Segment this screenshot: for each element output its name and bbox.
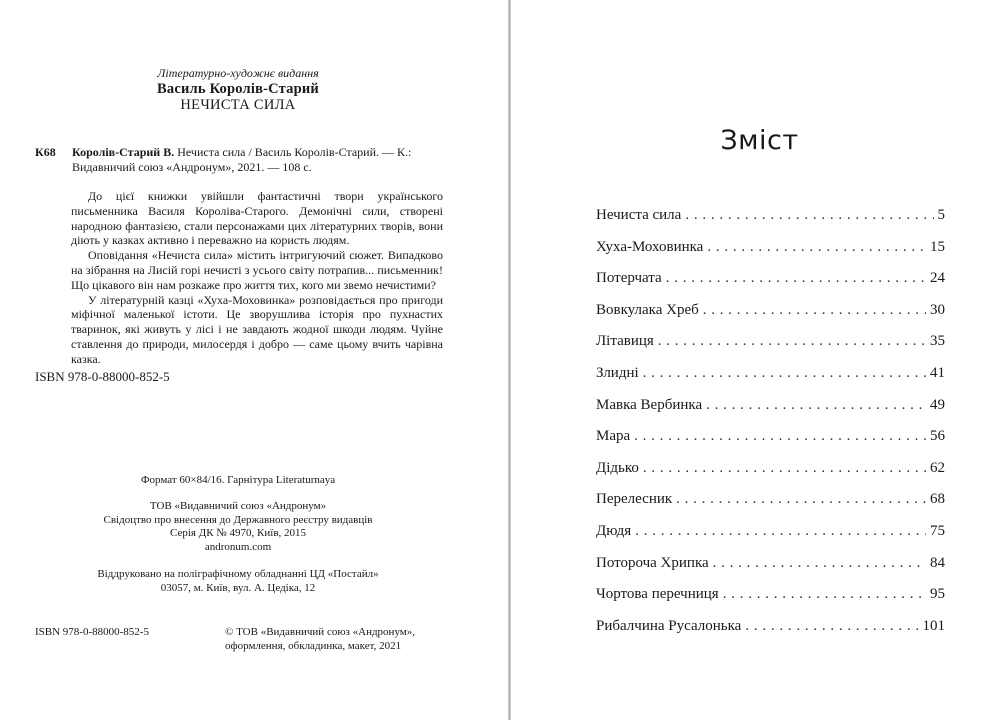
- toc-item-page: 56: [930, 428, 945, 445]
- toc-item-title: Літавиця: [596, 333, 654, 350]
- format-line: Формат 60×84/16. Гарнітура Literaturnaya: [140, 474, 336, 486]
- right-page: [511, 0, 1008, 720]
- toc-dot-leader: [643, 460, 926, 477]
- catalog-code: К68: [35, 145, 56, 159]
- toc-item-page: 35: [930, 333, 945, 350]
- toc-dot-leader: [634, 428, 926, 445]
- bibliographic-details: Нечиста сила / Василь Королів-Старий. — К.: Видавничий союз «Андронум», 2021. — 108 с.: [72, 145, 412, 174]
- author-name: Василь Королів-Старий: [157, 81, 319, 97]
- toc-item-title: Рибалчина Русалонька: [596, 617, 742, 634]
- genre-label: Літературно-художнє видання: [157, 66, 319, 80]
- toc-item[interactable]: [596, 586, 945, 618]
- toc-item-page: 49: [930, 396, 945, 413]
- toc-item-title: Дюдя: [596, 522, 632, 539]
- toc-item[interactable]: [596, 397, 945, 429]
- publisher-line: ТОВ «Видавничий союз «Андронум»: [149, 500, 327, 512]
- toc-dot-leader: [723, 586, 926, 603]
- toc-item[interactable]: [596, 491, 945, 523]
- toc-item-title: Дідько: [596, 459, 639, 476]
- printing-info: [0, 568, 476, 595]
- toc-dot-leader: [666, 270, 926, 287]
- table-of-contents: [596, 207, 945, 649]
- annotation-paragraph: Оповідання «Нечиста сила» містить інтригуючий сюжет. Випадково на зібрання на Лисій горі нечисті з усього світу потрапив... письменник! Що цікавого він нам розкаже про життя тих, кого ми звемо нечистими?: [71, 248, 443, 292]
- toc-item-title: Потороча Хрипка: [596, 554, 709, 571]
- bibliographic-author: Королів-Старий В.: [72, 145, 175, 159]
- toc-title: Зміст: [720, 125, 799, 156]
- toc-item[interactable]: [596, 239, 945, 271]
- toc-item-page: 41: [930, 364, 945, 381]
- toc-item-page: 5: [937, 207, 945, 223]
- copyright: [225, 626, 415, 653]
- toc-item[interactable]: [596, 333, 945, 365]
- toc-item-page: 30: [930, 301, 945, 318]
- toc-item-title: Потерчата: [596, 270, 662, 287]
- toc-item[interactable]: [596, 302, 945, 334]
- toc-item-page: 84: [930, 554, 945, 571]
- toc-item-page: 75: [930, 522, 945, 539]
- toc-item[interactable]: [596, 270, 945, 302]
- toc-item-title: Мара: [596, 428, 631, 445]
- toc-item[interactable]: [596, 555, 945, 587]
- toc-item-page: 24: [930, 270, 945, 287]
- annotation: [71, 189, 443, 367]
- toc-dot-leader: [676, 491, 926, 508]
- publisher-info: [0, 500, 476, 554]
- toc-item[interactable]: [596, 523, 945, 555]
- toc-dot-leader: [706, 397, 926, 414]
- copyright-line: оформлення, обкладинка, макет, 2021: [225, 639, 402, 652]
- toc-item-page: 95: [930, 586, 945, 603]
- printing-line: Віддруковано на поліграфічному обладнанні ЦД «Постайл»: [97, 568, 379, 580]
- toc-item-title: Вовкулака Хреб: [596, 301, 699, 318]
- toc-item[interactable]: [596, 460, 945, 492]
- toc-item-title: Злидні: [596, 364, 639, 381]
- toc-item[interactable]: [596, 207, 945, 239]
- copyright-line: © ТОВ «Видавничий союз «Андронум»,: [225, 626, 416, 638]
- toc-item-page: 15: [930, 238, 945, 255]
- toc-item-page: 68: [930, 491, 945, 508]
- isbn: ISBN 978-0-88000-852-5: [35, 369, 170, 384]
- toc-dot-leader: [745, 618, 918, 635]
- toc-item-title: Чортова перечниця: [596, 586, 719, 603]
- bottom-isbn: ISBN 978-0-88000-852-5: [35, 626, 149, 638]
- annotation-paragraph: До цієї книжки увійшли фантастичні твори українського письменника Василя Короліва-Старого. Демонічні сили, створені народною фантазією, стали персонажами цих літературних творів, вони діють у казках активно і переважно на користь людям.: [71, 189, 443, 248]
- toc-item-title: Хуха-Моховинка: [596, 238, 704, 255]
- publisher-line: Свідоцтво про внесення до Державного реєстру видавців: [103, 513, 373, 526]
- toc-item-page: 101: [922, 617, 945, 634]
- toc-item[interactable]: [596, 618, 945, 650]
- toc-dot-leader: [707, 239, 926, 256]
- format-info: [0, 474, 476, 488]
- toc-item-title: Нечиста сила: [596, 207, 682, 223]
- toc-dot-leader: [635, 523, 926, 540]
- annotation-paragraph: У літературній казці «Хуха-Моховинка» розповідається про пригоди міфічної маленької істоти. Це зворушлива історія про пухнастих тваринок, які живуть у лісі і не завдають жодної шкоди людям. Чуйне ставлення до природи, милосердя і добро — саме цьому вчить чарівна казка.: [71, 292, 443, 366]
- toc-dot-leader: [713, 555, 926, 572]
- printing-line: 03057, м. Київ, вул. А. Цедіка, 12: [160, 581, 316, 594]
- toc-dot-leader: [643, 365, 926, 382]
- toc-item[interactable]: [596, 365, 945, 397]
- toc-dot-leader: [703, 302, 926, 319]
- toc-item[interactable]: [596, 428, 945, 460]
- publisher-line: Серія ДК № 4970, Київ, 2015: [169, 527, 307, 539]
- book-title: НЕЧИСТА СИЛА: [180, 97, 296, 113]
- toc-item-title: Мавка Вербинка: [596, 396, 703, 413]
- toc-dot-leader: [658, 333, 926, 350]
- toc-dot-leader: [685, 207, 933, 224]
- bibliographic-description: [72, 145, 445, 175]
- toc-item-title: Перелесник: [596, 491, 673, 508]
- bibliographic-record: [35, 145, 445, 175]
- toc-item-page: 62: [930, 459, 945, 476]
- publisher-website: andronum.com: [204, 540, 272, 553]
